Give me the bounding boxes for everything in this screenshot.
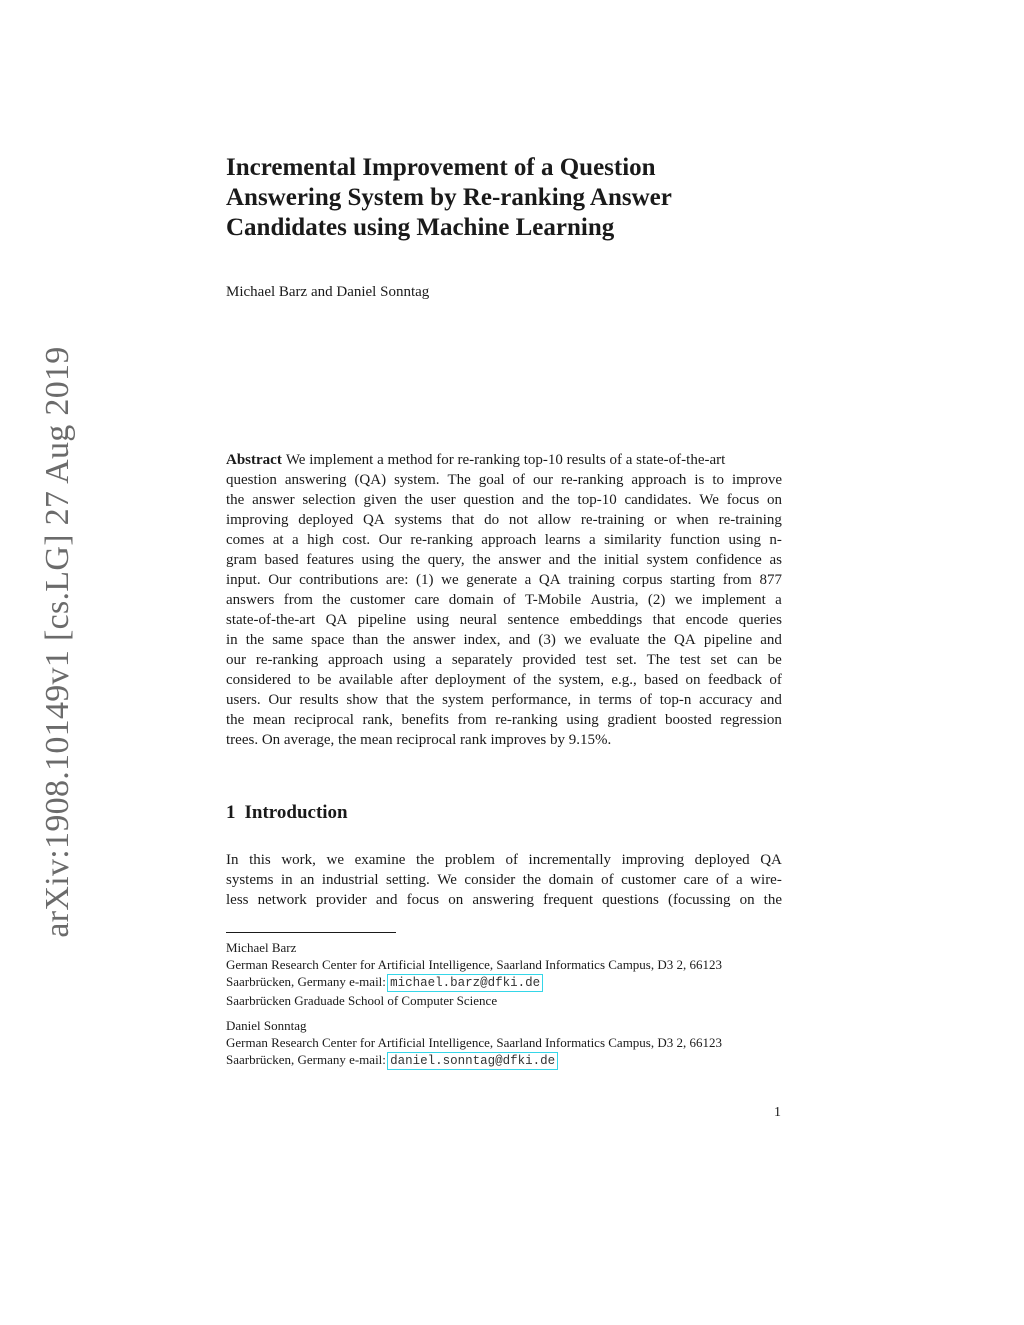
footnote-name: Michael Barz: [226, 940, 297, 955]
footnote-location: Saarbrücken, Germany e-mail:: [226, 1052, 386, 1067]
abstract-text: We implement a method for re-ranking top-10 results of a state-of-the-art: [285, 452, 726, 468]
section-title: Introduction: [244, 802, 348, 823]
footnote-location: Saarbrücken, Germany e-mail:: [226, 974, 386, 989]
paragraph-line: In this work, we examine the problem of incrementally improving deployed QA: [226, 852, 782, 868]
abstract-line: the mean reciprocal rank, benefits from re-ranking using gradient boosted regression: [226, 712, 782, 728]
abstract-line: in the same space than the answer index, and (3) we evaluate the QA pipeline and: [226, 632, 782, 648]
footnote-extra: Saarbrücken Graduade School of Computer Science: [226, 993, 498, 1008]
author-list: Michael Barz and Daniel Sonntag: [226, 284, 430, 300]
footnote-affiliation: German Research Center for Artificial Intelligence, Saarland Informatics Campus, D3 2, 66123: [226, 957, 723, 972]
abstract-heading: Abstract: [226, 452, 282, 468]
section-heading-introduction: [226, 801, 348, 825]
email-link[interactable]: daniel.sonntag@dfki.de: [390, 1054, 556, 1068]
abstract-line: improving deployed QA systems that do not allow re-training or when re-training: [226, 512, 782, 528]
title-line: Incremental Improvement of a Question: [226, 154, 656, 181]
footnote-name: Daniel Sonntag: [226, 1018, 307, 1033]
title-line: Candidates using Machine Learning: [226, 214, 615, 241]
abstract: [226, 450, 782, 750]
abstract-line: gram based features using the query, the answer and the initial system confidence as: [226, 552, 782, 568]
email-link[interactable]: michael.barz@dfki.de: [390, 976, 541, 990]
footnote-author-1: [226, 939, 782, 1009]
arxiv-identifier: arXiv:1908.10149v1 [cs.LG] 27 Aug 2019: [39, 346, 76, 938]
footnotes: [226, 939, 782, 1078]
title-line: Answering System by Re-ranking Answer: [226, 184, 672, 211]
abstract-line: trees. On average, the mean reciprocal rank improves by 9.15%.: [226, 732, 612, 748]
footnote-contact: [226, 973, 782, 992]
abstract-line: state-of-the-art QA pipeline using neural sentence embeddings that encode queries: [226, 612, 782, 628]
abstract-line: question answering (QA) system. The goal of our re-ranking approach is to improve: [226, 472, 782, 488]
abstract-line: [226, 450, 782, 470]
abstract-line: users. Our results show that the system performance, in terms of top-n accuracy and: [226, 692, 782, 708]
footnote-contact: [226, 1051, 782, 1070]
abstract-line: comes at a high cost. Our re-ranking approach learns a similarity function using n-: [226, 532, 782, 548]
page-number: 1: [774, 1105, 781, 1120]
introduction-paragraph: [226, 850, 782, 910]
paragraph-line: less network provider and focus on answering frequent questions (focussing on the: [226, 892, 782, 908]
abstract-line: the answer selection given the user question and the top-10 candidates. We focus on: [226, 492, 782, 508]
footnote-divider: [226, 932, 396, 933]
abstract-line: our re-ranking approach using a separately provided test set. The test set can be: [226, 652, 782, 668]
footnote-author-2: [226, 1017, 782, 1070]
abstract-line: input. Our contributions are: (1) we generate a QA training corpus starting from 877: [226, 572, 782, 588]
paper-title: [226, 153, 786, 243]
footnote-affiliation: German Research Center for Artificial Intelligence, Saarland Informatics Campus, D3 2, 66123: [226, 1035, 723, 1050]
section-number: 1: [226, 802, 236, 823]
abstract-line: considered to be available after deployment of the system, e.g., based on feedback of: [226, 672, 782, 688]
abstract-line: answers from the customer care domain of T-Mobile Austria, (2) we implement a: [226, 592, 782, 608]
paragraph-line: systems in an industrial setting. We consider the domain of customer care of a wire-: [226, 872, 782, 888]
